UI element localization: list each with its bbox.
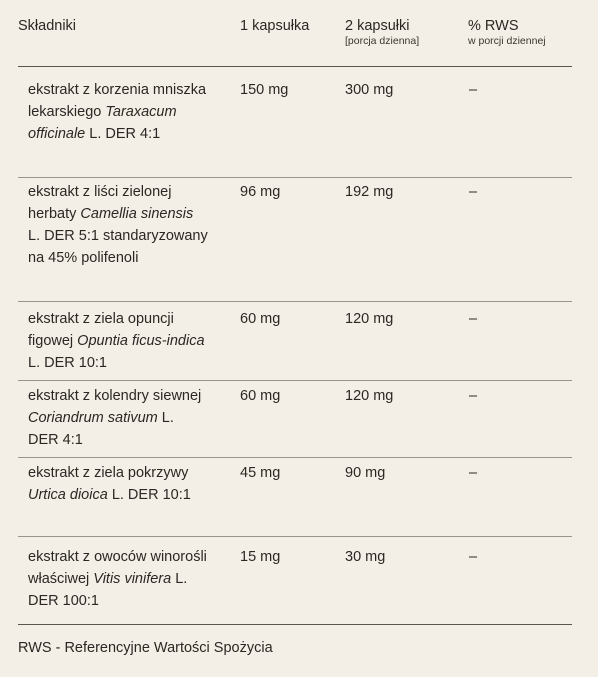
- row-divider: [18, 536, 572, 537]
- ingredient-name: ekstrakt z kolendry siewnej Coriandrum sativum L. DER 4:1: [28, 388, 202, 448]
- header-ingredients: Składniki: [18, 18, 77, 34]
- amount-one-capsule: 96 mg: [240, 184, 281, 200]
- header-rws-label: % RWS: [468, 18, 519, 34]
- row-divider: [18, 177, 572, 178]
- amount-one-capsule: 150 mg: [240, 82, 289, 98]
- header-one-capsule: 1 kapsułka: [240, 18, 310, 34]
- header-rws-sub: w porcji dziennej: [468, 35, 546, 47]
- amount-two-capsules: 120 mg: [345, 311, 394, 327]
- ingredient-name: ekstrakt z owoców winorośli właściwej Vitis vinifera L. DER 100:1: [28, 549, 207, 609]
- amount-one-capsule: 45 mg: [240, 465, 281, 481]
- rws-value: –: [469, 465, 478, 481]
- rws-value: –: [469, 311, 478, 327]
- row-divider: [18, 457, 572, 458]
- header-rws: [468, 17, 546, 48]
- ingredient-name: ekstrakt z ziela pokrzywy Urtica dioica L. DER 10:1: [28, 465, 191, 503]
- amount-two-capsules: 300 mg: [345, 82, 394, 98]
- header-two-capsules-label: 2 kapsułki: [345, 18, 410, 34]
- amount-two-capsules: 30 mg: [345, 549, 386, 565]
- ingredient-name: ekstrakt z ziela opuncji figowej Opuntia ficus-indica L. DER 10:1: [28, 311, 205, 371]
- amount-two-capsules: 90 mg: [345, 465, 386, 481]
- header-two-capsules-sub: [porcja dzienna]: [345, 35, 420, 47]
- rws-value: –: [469, 388, 478, 404]
- amount-two-capsules: 120 mg: [345, 388, 394, 404]
- row-divider: [18, 301, 572, 302]
- row-divider: [18, 380, 572, 381]
- amount-one-capsule: 60 mg: [240, 311, 281, 327]
- rws-value: –: [469, 184, 478, 200]
- rws-value: –: [469, 82, 478, 98]
- header-divider: [18, 66, 572, 67]
- amount-one-capsule: 15 mg: [240, 549, 281, 565]
- rws-value: –: [469, 549, 478, 565]
- ingredient-name: ekstrakt z liści zielonej herbaty Camellia sinensis L. DER 5:1 standaryzowany na 45% polifenoli: [28, 184, 208, 266]
- rws-footnote: RWS - Referencyjne Wartości Spożycia: [18, 640, 273, 656]
- amount-one-capsule: 60 mg: [240, 388, 281, 404]
- header-two-capsules: [345, 17, 419, 48]
- footer-divider: [18, 624, 572, 625]
- ingredient-name: ekstrakt z korzenia mniszka lekarskiego Taraxacum officinale L. DER 4:1: [28, 82, 207, 142]
- amount-two-capsules: 192 mg: [345, 184, 394, 200]
